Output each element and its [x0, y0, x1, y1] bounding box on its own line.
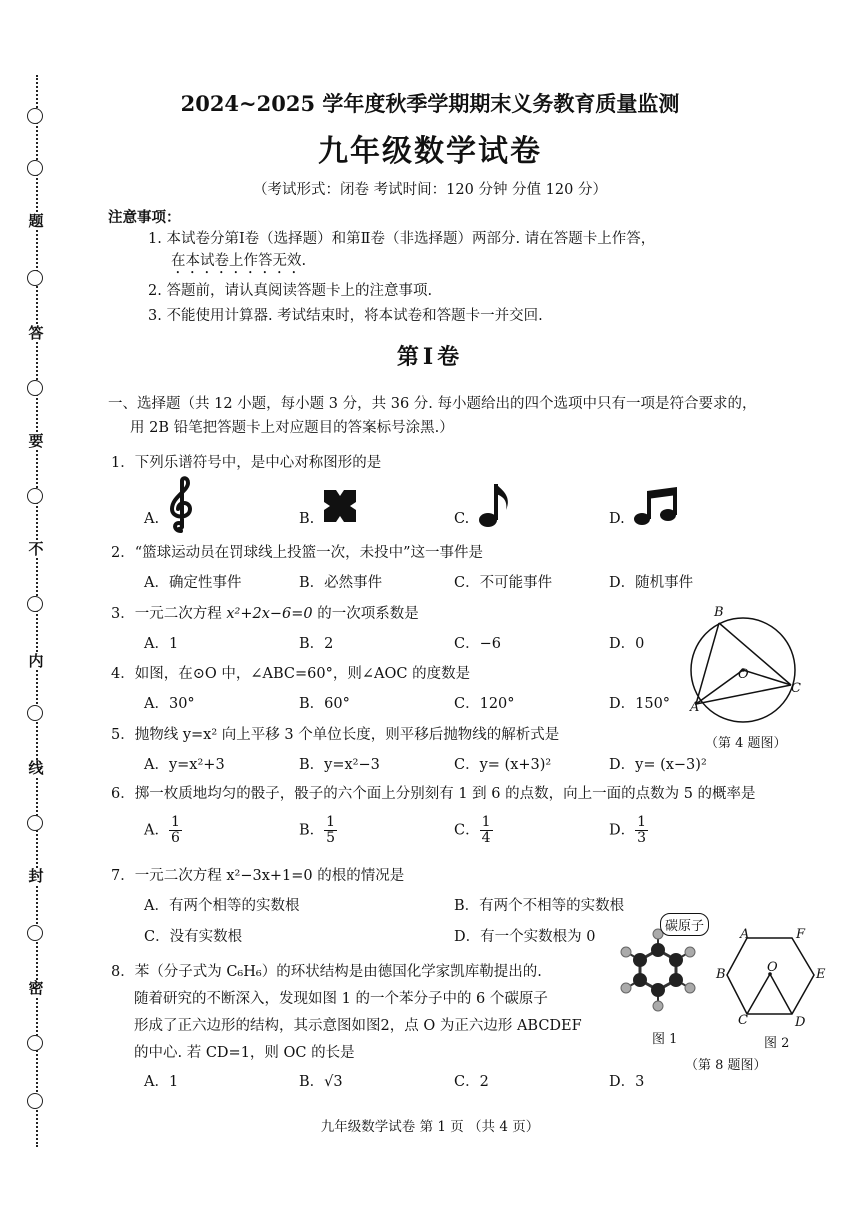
- seal-circle: [27, 1035, 43, 1051]
- fig1-label: 图 1: [652, 1032, 678, 1047]
- q3-option-a: A．1: [144, 636, 179, 652]
- question-2-stem: 2．“篮球运动员在罚球线上投篮一次，未投中”这一事件是: [111, 545, 484, 561]
- fraction: $\frac{1}{6}$: [170, 814, 180, 846]
- q7-option-c: C．没有实数根: [144, 929, 243, 945]
- fraction: $\frac{1}{4}$: [481, 814, 491, 846]
- fig4-caption: （第 4 题图）: [705, 736, 787, 751]
- section-title: 第Ⅰ卷: [396, 344, 464, 370]
- hex-label-f: F: [796, 927, 806, 942]
- q8-option-b: B．√3: [299, 1074, 343, 1090]
- question-8-line-1: 8．苯（分子式为 C₆H₆）的环状结构是由德国化学家凯库勒提出的.: [111, 964, 542, 980]
- part-instructions: 一、选择题（共 12 小题，每小题 3 分，共 36 分. 每小题给出的四个选项中只有一项是符合要求的，: [108, 396, 757, 412]
- q4-option-c: C．120°: [454, 696, 515, 712]
- q5-option-b: B．y=x²−3: [299, 757, 380, 773]
- treble-clef-icon: [164, 475, 198, 535]
- notes-title: 注意事项：: [108, 209, 181, 226]
- hex-label-d: D: [795, 1015, 806, 1030]
- q8-option-c: C．2: [454, 1074, 489, 1090]
- q3-option-b: B．2: [299, 636, 334, 652]
- q2-option-a: A．确定性事件: [144, 575, 242, 591]
- q6-option-a: A． $\frac{1}{6}$: [144, 814, 180, 846]
- seal-circle: [27, 380, 43, 396]
- q6-option-b: B． $\frac{1}{5}$: [299, 814, 336, 846]
- seal-circle: [27, 925, 43, 941]
- hex-label-o: O: [767, 960, 778, 975]
- seal-char: 封: [28, 867, 44, 885]
- circle-figure-q4: [680, 600, 810, 730]
- question-5-stem: 5．抛物线 y=x² 向上平移 3 个单位长度，则平移后抛物线的解析式是: [111, 727, 560, 743]
- seal-char: 要: [28, 432, 44, 450]
- carbon-atom-callout: 碳原子: [660, 913, 709, 936]
- exam-info: （考试形式：闭卷 考试时间：120 分钟 分值 120 分）: [253, 182, 607, 198]
- q1-option-c-label: C.: [454, 511, 470, 527]
- seal-circle: [27, 270, 43, 286]
- q3-option-d: D．0: [609, 636, 645, 652]
- exam-header: 2024~2025 学年度秋季学期期末义务教育质量监测: [180, 91, 680, 116]
- note-1: 1. 本试卷分第Ⅰ卷（选择题）和第Ⅱ卷（非选择题）两部分. 请在答题卡上作答，: [148, 231, 656, 247]
- seal-char: 线: [28, 759, 44, 777]
- q1-option-d-label: D.: [609, 511, 625, 527]
- hex-label-b: B: [716, 967, 726, 982]
- fraction: $\frac{1}{5}$: [326, 814, 336, 846]
- seal-char: 不: [28, 540, 44, 558]
- q1-option-b-label: B.: [299, 511, 315, 527]
- note-1-cont: 在本试卷上作答无效.: [171, 253, 307, 269]
- seal-char: 密: [28, 979, 44, 997]
- fig2-label: 图 2: [764, 1036, 790, 1051]
- eighth-note-icon: [478, 480, 514, 530]
- q7-option-d: D．有一个实数根为 0: [454, 929, 596, 945]
- question-8-line-3: 形成了正六边形的结构，其示意图如图2，点 O 为正六边形 ABCDEF: [134, 1018, 582, 1034]
- q2-option-c: C．不可能事件: [454, 575, 553, 591]
- seal-circle: [27, 705, 43, 721]
- seal-char: 内: [28, 652, 44, 670]
- q5-option-d: D．y= (x−3)²: [609, 757, 707, 773]
- q5-option-c: C．y= (x+3)²: [454, 757, 552, 773]
- q2-option-d: D．随机事件: [609, 575, 694, 591]
- q4-option-b: B．60°: [299, 696, 350, 712]
- question-4-stem: 4．如图，在⊙O 中，∠ABC=60°，则∠AOC 的度数是: [111, 666, 471, 682]
- seal-circle: [27, 596, 43, 612]
- seal-char: 答: [28, 324, 44, 342]
- hex-label-c: C: [738, 1013, 748, 1028]
- beamed-notes-icon: [633, 485, 679, 527]
- q7-option-b: B．有两个不相等的实数根: [454, 898, 625, 914]
- note-3: 3. 不能使用计算器. 考试结束时，将本试卷和答题卡一并交回.: [148, 308, 543, 324]
- fraction: $\frac{1}{3}$: [637, 814, 647, 846]
- q7-option-a: A．有两个相等的实数根: [144, 898, 300, 914]
- note-2: 2. 答题前，请认真阅读答题卡上的注意事项.: [148, 283, 433, 299]
- question-8-line-4: 的中心. 若 CD=1，则 OC 的长是: [134, 1045, 355, 1061]
- q5-option-a: A．y=x²+3: [144, 757, 225, 773]
- page-footer: 九年级数学试卷 第 1 页 （共 4 页）: [320, 1119, 540, 1135]
- hex-label-a: A: [740, 927, 750, 942]
- fig4-label-b: B: [714, 605, 724, 620]
- question-6-stem: 6．掷一枚质地均匀的骰子，骰子的六个面上分别刻有 1 到 6 的点数，向上一面的点数为 5 的概率是: [111, 786, 756, 802]
- q4-option-a: A．30°: [144, 696, 195, 712]
- hexagon-figure: [722, 930, 822, 1030]
- hex-label-e: E: [816, 967, 826, 982]
- fig4-label-o: O: [738, 667, 749, 682]
- fig4-label-a: A: [690, 700, 700, 715]
- seal-circle: [27, 815, 43, 831]
- double-sharp-icon: [320, 486, 360, 526]
- fig4-label-c: C: [791, 681, 801, 696]
- q8-option-a: A．1: [144, 1074, 179, 1090]
- q6-option-d: D． $\frac{1}{3}$: [609, 814, 647, 846]
- question-1-stem: 1．下列乐谱符号中，是中心对称图形的是: [111, 455, 382, 471]
- q1-option-a-label: A.: [144, 511, 160, 527]
- question-7-stem: 7．一元二次方程 x²−3x+1=0 的根的情况是: [111, 868, 405, 884]
- seal-circle: [27, 1093, 43, 1109]
- question-8-line-2: 随着研究的不断深入，发现如图 1 的一个苯分子中的 6 个碳原子: [134, 991, 548, 1007]
- q8-option-d: D．3: [609, 1074, 645, 1090]
- seal-circle: [27, 488, 43, 504]
- q4-option-d: D．150°: [609, 696, 671, 712]
- seal-char: 题: [28, 212, 44, 230]
- exam-title: 九年级数学试卷: [318, 134, 542, 169]
- q3-option-c: C．−6: [454, 636, 501, 652]
- q6-option-c: C． $\frac{1}{4}$: [454, 814, 491, 846]
- q2-option-b: B．必然事件: [299, 575, 383, 591]
- part-instructions-cont: 用 2B 铅笔把答题卡上对应题目的答案标号涂黑.）: [130, 420, 454, 436]
- fig8-caption: （第 8 题图）: [685, 1058, 767, 1073]
- question-3-stem: 3．一元二次方程 x²+2x−6=0 的一次项系数是: [111, 606, 419, 622]
